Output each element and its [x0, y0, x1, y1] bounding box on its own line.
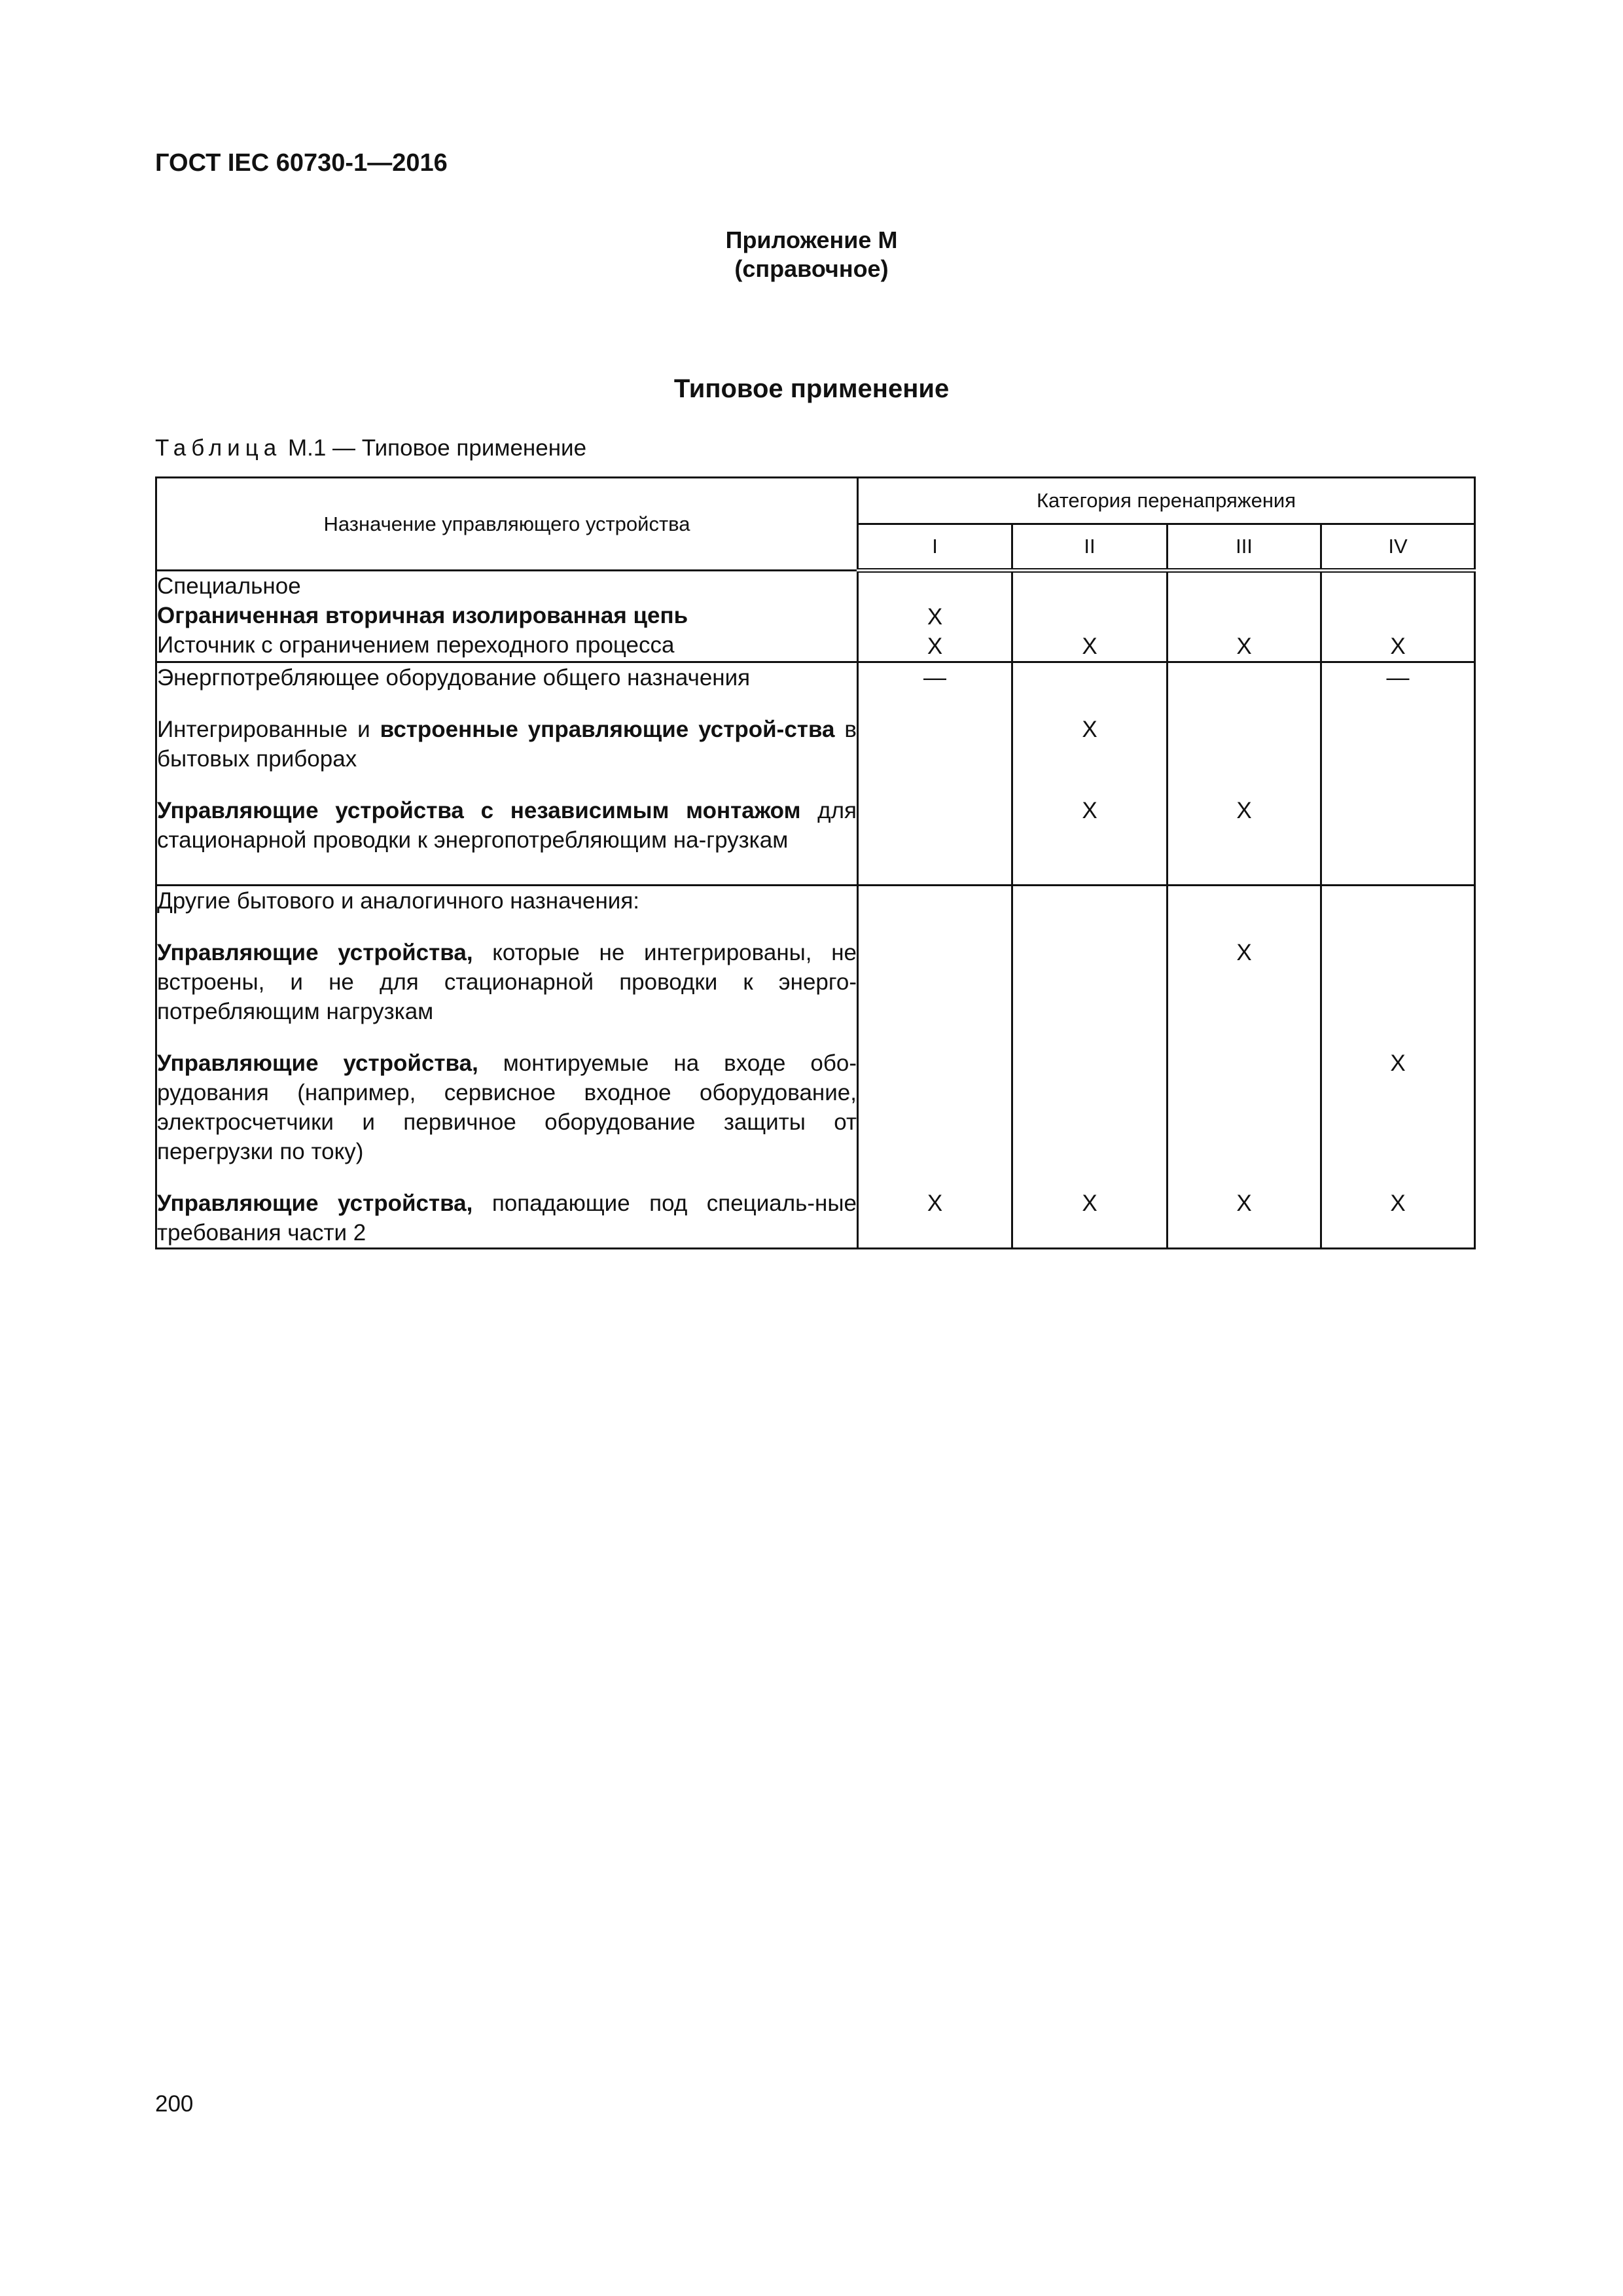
category-mark: X: [927, 1191, 943, 1216]
purpose-text-bold: Управляющие устройства с независимым монтажом: [157, 798, 801, 823]
header-category-ii: II: [1012, 524, 1168, 571]
line-filler: [1168, 1218, 1320, 1247]
annex-subtitle: (справочное): [734, 255, 889, 282]
purpose-text-regular: Интегрированные и: [157, 717, 380, 742]
category-mark: [1168, 663, 1320, 692]
category-mark: X: [1082, 1191, 1097, 1216]
page-number: 200: [155, 2091, 194, 2117]
row-spacer: [157, 1026, 857, 1049]
line-filler: [1013, 1078, 1166, 1107]
category-mark: [859, 886, 1011, 916]
category-mark: X: [1236, 634, 1252, 659]
header-purpose: Назначение управляющего устройства: [156, 478, 858, 571]
category-mark: [859, 573, 1011, 602]
purpose-text-regular: Другие бытового и аналогичного назначения:: [157, 888, 640, 914]
line-filler: [1013, 967, 1166, 997]
line-filler: [1013, 825, 1166, 855]
line-filler: [1168, 997, 1320, 1026]
purpose-text-bold: Управляющие устройства,: [157, 1050, 478, 1076]
category-mark: X: [1236, 940, 1252, 965]
purpose-text-bold: Управляющие устройства,: [157, 1191, 473, 1216]
category-cell-i: [858, 886, 1012, 1249]
purpose-text: [157, 796, 857, 855]
row-spacer: [1322, 1026, 1474, 1049]
purpose-text: [157, 571, 857, 601]
purpose-text: [157, 601, 857, 630]
category-mark: [859, 1049, 1011, 1078]
header-overvoltage-category: Категория перенапряжения: [858, 478, 1475, 524]
category-mark: [1168, 886, 1320, 916]
purpose-text-regular: для стационарной проводки к энергопотребляющим на-грузкам: [157, 798, 857, 853]
category-cell-iii: [1168, 886, 1321, 1249]
line-filler: [859, 997, 1011, 1026]
row-spacer: [1013, 1166, 1166, 1189]
row-spacer: [1013, 1026, 1166, 1049]
category-mark: X: [1390, 634, 1406, 659]
line-filler: [1322, 855, 1474, 884]
purpose-text: [157, 715, 857, 774]
purpose-text-bold: Управляющие устройства,: [157, 940, 473, 965]
row-spacer: [1322, 916, 1474, 938]
category-mark: X: [1390, 1191, 1406, 1216]
category-mark: [859, 938, 1011, 967]
line-filler: [859, 1107, 1011, 1137]
row-spacer: [157, 916, 857, 938]
row-spacer: [859, 774, 1011, 796]
category-mark: [1013, 663, 1166, 692]
table-caption: [155, 435, 586, 461]
line-filler: [1322, 1107, 1474, 1137]
purpose-text-regular: Источник с ограничением переходного процесса: [157, 632, 675, 658]
line-filler: [1168, 1137, 1320, 1166]
row-spacer: [1322, 1166, 1474, 1189]
category-mark: X: [1236, 798, 1252, 823]
table-group-row: [156, 571, 1475, 662]
category-cell-ii: [1012, 662, 1168, 886]
table-group-row: [156, 886, 1475, 1249]
line-filler: [1013, 1107, 1166, 1137]
category-cell-iv: [1321, 662, 1475, 886]
line-filler: [1322, 825, 1474, 855]
line-filler: [1168, 1078, 1320, 1107]
line-filler: [1322, 997, 1474, 1026]
row-spacer: [1168, 916, 1320, 938]
purpose-cell: [156, 662, 858, 886]
table-caption-prefix: Таблица: [155, 435, 282, 461]
row-spacer: [1168, 1026, 1320, 1049]
header-category-i: I: [858, 524, 1012, 571]
category-mark: [1322, 573, 1474, 602]
line-filler: [1168, 967, 1320, 997]
line-filler: [859, 1218, 1011, 1247]
annex-title: Приложение М: [725, 226, 898, 253]
category-mark: —: [923, 665, 946, 691]
application-table: [155, 476, 1476, 1249]
header-category-iv: IV: [1321, 524, 1475, 571]
line-filler: [1322, 1137, 1474, 1166]
category-mark: [1013, 602, 1166, 632]
row-spacer: [1322, 692, 1474, 715]
line-filler: [1322, 1218, 1474, 1247]
purpose-text-regular: попадающие под специаль-ные требования части 2: [157, 1191, 857, 1246]
table-group-row: [156, 662, 1475, 886]
row-spacer: [1013, 774, 1166, 796]
purpose-text: [157, 663, 857, 692]
line-filler: [1168, 744, 1320, 774]
category-cell-ii: [1012, 571, 1168, 662]
document-code: ГОСТ IEC 60730-1—2016: [155, 149, 448, 177]
category-mark: X: [927, 634, 943, 659]
category-mark: [1013, 938, 1166, 967]
line-filler: [1322, 1078, 1474, 1107]
purpose-text-bold: встроенные управляющие устрой-ства: [380, 717, 835, 742]
section-title: Типовое применение: [673, 374, 950, 403]
purpose-text-regular: монтируемые на входе обо-рудования (например, сервисное входное оборудование, электросчетчики и первичное оборудование защиты от перегрузки по току): [157, 1050, 857, 1164]
row-spacer: [1013, 916, 1166, 938]
category-mark: [1322, 886, 1474, 916]
row-spacer: [859, 1026, 1011, 1049]
line-filler: [859, 1137, 1011, 1166]
line-filler: [1013, 744, 1166, 774]
category-cell-iv: [1321, 886, 1475, 1249]
line-filler: [859, 1078, 1011, 1107]
purpose-cell: [156, 571, 858, 662]
category-mark: [1168, 573, 1320, 602]
category-cell-i: [858, 662, 1012, 886]
category-mark: [1168, 715, 1320, 744]
row-spacer: [157, 774, 857, 796]
purpose-text-regular: в бытовых приборах: [157, 717, 857, 772]
category-mark: [859, 715, 1011, 744]
row-spacer: [1168, 774, 1320, 796]
line-filler: [1013, 997, 1166, 1026]
row-spacer: [859, 692, 1011, 715]
table-caption-number: М.1 — Типовое применение: [287, 435, 587, 461]
line-filler: [1322, 744, 1474, 774]
category-mark: [1013, 573, 1166, 602]
purpose-text-regular: Энергпотребляющее оборудование общего назначения: [157, 665, 751, 691]
category-mark: [1013, 1049, 1166, 1078]
row-spacer: [1322, 774, 1474, 796]
purpose-text-regular: которые не интегрированы, не встроены, и не для стационарной проводки к энерго-потребляющим нагрузкам: [157, 940, 857, 1024]
category-cell-i: [858, 571, 1012, 662]
row-spacer: [1168, 692, 1320, 715]
purpose-text: [157, 630, 857, 660]
category-mark: X: [1082, 717, 1097, 742]
category-mark: [1322, 602, 1474, 632]
table-body: [156, 571, 1475, 1249]
category-mark: [1322, 796, 1474, 825]
category-mark: [1168, 1049, 1320, 1078]
purpose-text-bold: Ограниченная вторичная изолированная цепь: [157, 603, 688, 628]
row-spacer: [157, 692, 857, 715]
line-filler: [1013, 855, 1166, 884]
category-mark: X: [1082, 798, 1097, 823]
category-mark: [1168, 602, 1320, 632]
category-cell-iv: [1321, 571, 1475, 662]
category-mark: [859, 796, 1011, 825]
category-mark: X: [1236, 1191, 1252, 1216]
row-spacer: [859, 1166, 1011, 1189]
purpose-cell: [156, 886, 858, 1249]
annex-heading: [0, 226, 1623, 283]
line-filler: [859, 967, 1011, 997]
category-mark: X: [1082, 634, 1097, 659]
category-cell-ii: [1012, 886, 1168, 1249]
purpose-text: [157, 886, 857, 916]
line-filler: [1168, 825, 1320, 855]
line-filler: [1322, 967, 1474, 997]
row-spacer: [1168, 1166, 1320, 1189]
category-mark: [1322, 715, 1474, 744]
row-spacer: [157, 1166, 857, 1189]
purpose-text: [157, 938, 857, 1026]
header-category-iii: III: [1168, 524, 1321, 571]
category-mark: X: [1390, 1050, 1406, 1076]
line-filler: [859, 855, 1011, 884]
line-filler: [1013, 1218, 1166, 1247]
purpose-text: [157, 1049, 857, 1166]
category-mark: —: [1386, 665, 1410, 691]
row-spacer: [859, 916, 1011, 938]
category-mark: [1322, 938, 1474, 967]
category-cell-iii: [1168, 571, 1321, 662]
category-cell-iii: [1168, 662, 1321, 886]
line-filler: [859, 825, 1011, 855]
purpose-text-regular: Специальное: [157, 573, 301, 599]
line-filler: [1168, 855, 1320, 884]
purpose-text: [157, 1189, 857, 1247]
row-spacer: [1013, 692, 1166, 715]
line-filler: [859, 744, 1011, 774]
category-mark: [1013, 886, 1166, 916]
line-filler: [1168, 1107, 1320, 1137]
category-mark: X: [927, 604, 943, 630]
line-filler: [1013, 1137, 1166, 1166]
